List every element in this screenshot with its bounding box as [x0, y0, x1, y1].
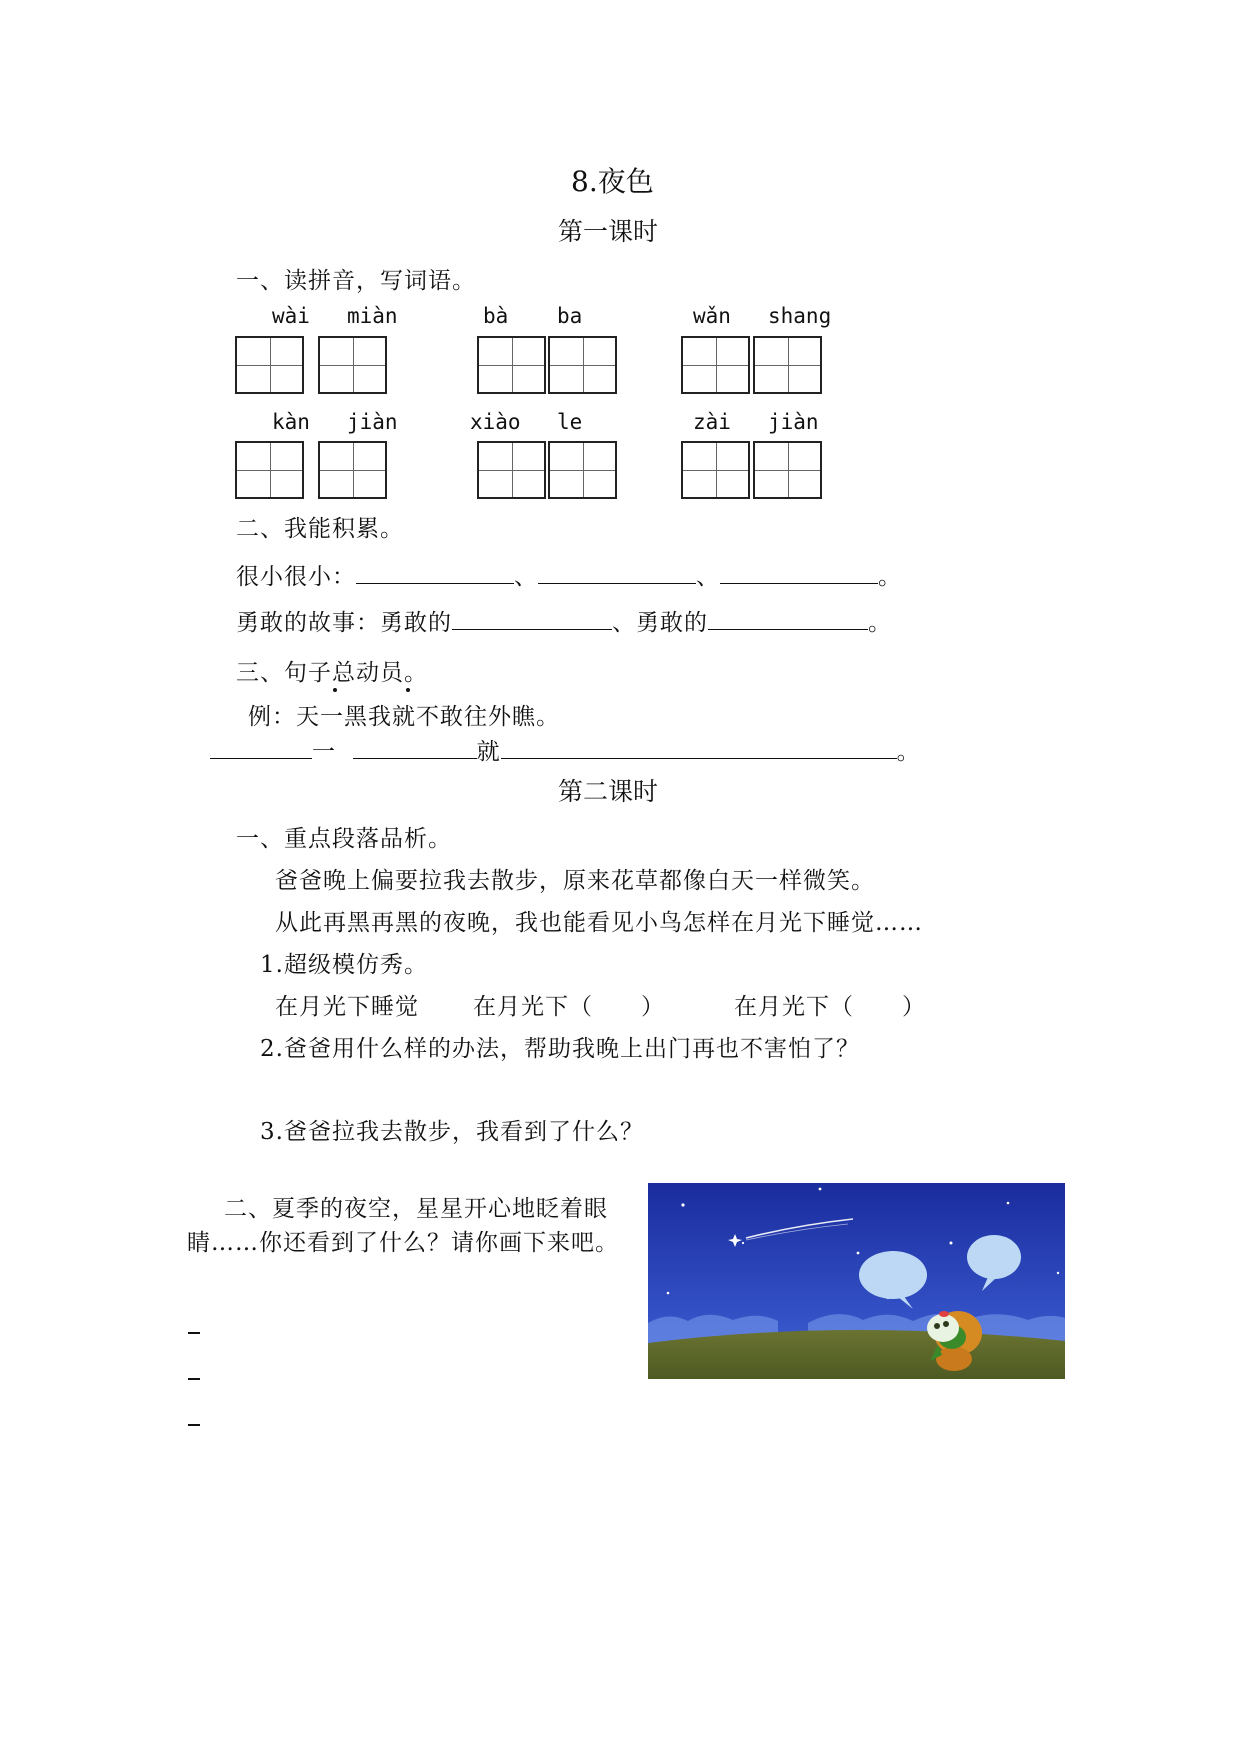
imitation-blank[interactable]: 在月光下（ ） — [473, 994, 665, 1020]
section-1-title: 一、重点段落品析。 — [236, 826, 452, 852]
answer-blank[interactable] — [452, 607, 612, 630]
question-1: 1.超级模仿秀。 — [260, 952, 428, 978]
pinyin-label: ba — [557, 304, 583, 328]
question-3: 3.爸爸拉我去散步，我看到了什么？ — [260, 1119, 644, 1145]
writing-box[interactable] — [477, 441, 546, 499]
writing-box[interactable] — [681, 336, 750, 394]
part2-title: 二、我能积累。 — [236, 516, 404, 542]
writing-box[interactable] — [753, 441, 822, 499]
lesson-2-heading: 第二课时 — [558, 777, 659, 806]
pinyin-label: shang — [768, 304, 832, 328]
pinyin-label: le — [557, 410, 583, 434]
dash-mark — [188, 1424, 200, 1426]
answer-blank[interactable] — [720, 561, 878, 584]
answer-blank[interactable] — [501, 736, 897, 759]
pinyin-label: kàn — [272, 410, 310, 434]
sentence-pattern — [210, 733, 921, 766]
writing-box[interactable] — [681, 441, 750, 499]
writing-box[interactable] — [753, 336, 822, 394]
part3-title: 三、句子总动员。 — [236, 660, 428, 686]
pattern-word: 一 — [312, 739, 336, 765]
period: 。 — [896, 739, 921, 765]
answer-blank[interactable] — [538, 561, 696, 584]
pattern-word: 就 — [476, 739, 501, 765]
lesson-1-heading: 第一课时 — [558, 217, 659, 246]
question-2: 2.爸爸用什么样的办法，帮助我晚上出门再也不害怕了？ — [260, 1036, 860, 1062]
period: 。 — [868, 610, 892, 636]
imitation-blank[interactable]: 在月光下（ ） — [734, 994, 926, 1020]
pinyin-label: xiào — [470, 410, 521, 434]
pinyin-label: bà — [483, 304, 509, 328]
night-sky-cartoon-image — [648, 1183, 1065, 1379]
separator: 、 — [696, 564, 720, 590]
period: 。 — [878, 564, 902, 590]
answer-blank[interactable] — [708, 607, 868, 630]
writing-box[interactable] — [235, 441, 304, 499]
passage-line-2: 从此再黑再黑的夜晚，我也能看见小鸟怎样在月光下睡觉…… — [275, 910, 923, 936]
writing-box[interactable] — [548, 336, 617, 394]
pinyin-label: wài — [272, 304, 310, 328]
writing-box[interactable] — [477, 336, 546, 394]
accumulate-label: 很小很小： — [236, 564, 356, 590]
writing-box[interactable] — [318, 336, 387, 394]
pinyin-label: miàn — [347, 304, 398, 328]
drawing-prompt-line-2: 睛……你还看到了什么？请你画下来吧。 — [187, 1230, 619, 1256]
writing-box[interactable] — [318, 441, 387, 499]
pinyin-label: wǎn — [693, 304, 731, 328]
dash-mark — [188, 1378, 200, 1380]
imitation-example: 在月光下睡觉 — [275, 994, 419, 1020]
drawing-prompt-line-1: 二、夏季的夜空，星星开心地眨着眼 — [224, 1196, 608, 1222]
answer-blank[interactable] — [353, 736, 477, 759]
passage-line-1: 爸爸晚上偏要拉我去散步，原来花草都像白天一样微笑。 — [275, 868, 875, 894]
pinyin-label: jiàn — [768, 410, 819, 434]
pinyin-label: zài — [693, 410, 731, 434]
dash-mark — [188, 1332, 200, 1334]
part1-title: 一、读拼音，写词语。 — [236, 268, 476, 294]
accumulate-line-1 — [236, 558, 902, 591]
accumulate-label: 勇敢的故事：勇敢的 — [236, 610, 452, 636]
accumulate-label: 、勇敢的 — [612, 610, 708, 636]
accumulate-line-2 — [236, 604, 892, 637]
answer-blank[interactable] — [356, 561, 514, 584]
writing-box[interactable] — [548, 441, 617, 499]
emphasis-dot — [333, 688, 337, 692]
worksheet-title: 8.夜色 — [571, 165, 654, 198]
answer-blank[interactable] — [210, 736, 312, 759]
separator: 、 — [514, 564, 538, 590]
pinyin-label: jiàn — [347, 410, 398, 434]
example-sentence: 例：天一黑我就不敢往外瞧。 — [248, 704, 560, 730]
emphasis-dot — [406, 688, 410, 692]
writing-box[interactable] — [235, 336, 304, 394]
